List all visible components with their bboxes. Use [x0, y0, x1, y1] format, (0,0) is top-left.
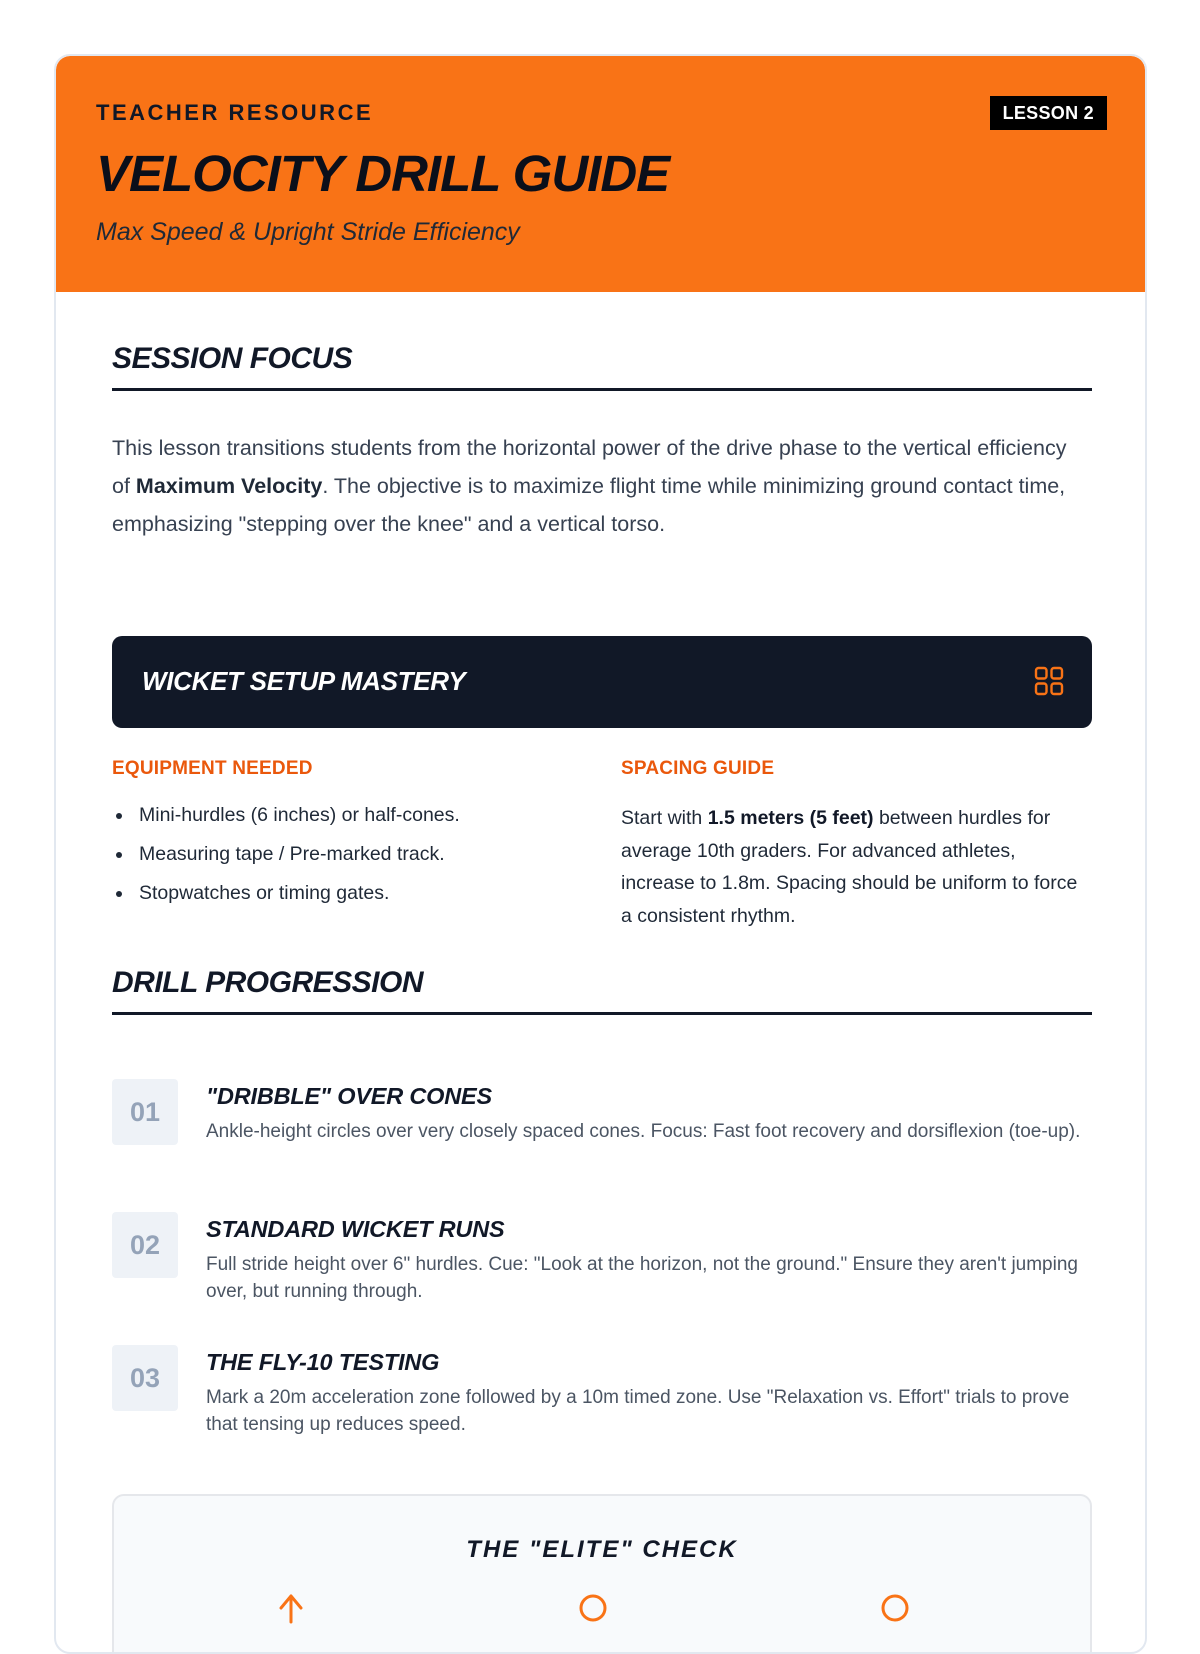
grid-icon — [1034, 666, 1064, 696]
header-banner — [56, 56, 1145, 292]
session-focus-text: This lesson transitions students from the horizontal power of the drive phase to the vertical efficiency of Maximum Velocity. The objective is to maximize flight time while minimizing ground contact time, emphasizing "stepping over the knee" and a vertical torso. — [112, 436, 1067, 536]
drill-item — [112, 1212, 1092, 1322]
max-velocity-emphasis: Maximum Velocity — [135, 474, 323, 498]
drill-title: THE FLY-10 TESTING — [206, 1349, 440, 1375]
list-item: Stopwatches or timing gates. — [112, 880, 572, 919]
kicker-label: TEACHER RESOURCE — [96, 100, 374, 125]
circle-icon — [577, 1592, 609, 1624]
spacing-label: SPACING GUIDE — [621, 758, 775, 779]
drill-title: STANDARD WICKET RUNS — [206, 1216, 505, 1242]
spacing-guide-text: Start with 1.5 meters (5 feet) between hurdles for average 10th graders. For advanced athletes, increase to 1.8m. Spacing should be uniform to force a consistent rhythm. — [621, 807, 1078, 927]
spacing-emphasis: 1.5 meters (5 feet) — [707, 807, 874, 829]
lesson-card — [54, 54, 1147, 1654]
equipment-label: EQUIPMENT NEEDED — [112, 758, 313, 779]
circle-icon — [879, 1592, 911, 1624]
drill-description: Full stride height over 6" hurdles. Cue: "Look at the horizon, not the ground." Ensure they aren't jumping over, but running through. — [206, 1254, 1078, 1302]
drill-item — [112, 1345, 1092, 1455]
drill-number: 02 — [112, 1212, 178, 1278]
list-item: Measuring tape / Pre-marked track. — [112, 841, 572, 880]
drill-number: 01 — [112, 1079, 178, 1145]
equipment-list — [112, 802, 572, 919]
lesson-badge: LESSON 2 — [990, 96, 1107, 130]
drill-number: 03 — [112, 1345, 178, 1411]
drill-description: Mark a 20m acceleration zone followed by a 10m timed zone. Use "Relaxation vs. Effort" trials to prove that tensing up reduces speed. — [206, 1387, 1070, 1435]
list-item: Mini-hurdles (6 inches) or half-cones. — [112, 802, 572, 841]
session-focus-heading: SESSION FOCUS — [112, 342, 1092, 391]
wicket-setup-title: WICKET SETUP MASTERY — [142, 666, 466, 696]
drill-description: Ankle-height circles over very closely spaced cones. Focus: Fast foot recovery and dorsiflexion (toe-up). — [206, 1121, 1081, 1142]
elite-check-panel — [112, 1494, 1092, 1654]
drill-title: "DRIBBLE" OVER CONES — [206, 1083, 492, 1109]
arrow-up-icon — [275, 1592, 307, 1624]
wicket-setup-banner — [112, 636, 1092, 728]
drill-item — [112, 1079, 1092, 1189]
page-subtitle: Max Speed & Upright Stride Efficiency — [96, 218, 520, 246]
page-title: VELOCITY DRILL GUIDE — [96, 145, 670, 202]
drill-progression-heading: DRILL PROGRESSION — [112, 966, 1092, 1015]
elite-check-title: THE "ELITE" CHECK — [466, 1536, 738, 1563]
